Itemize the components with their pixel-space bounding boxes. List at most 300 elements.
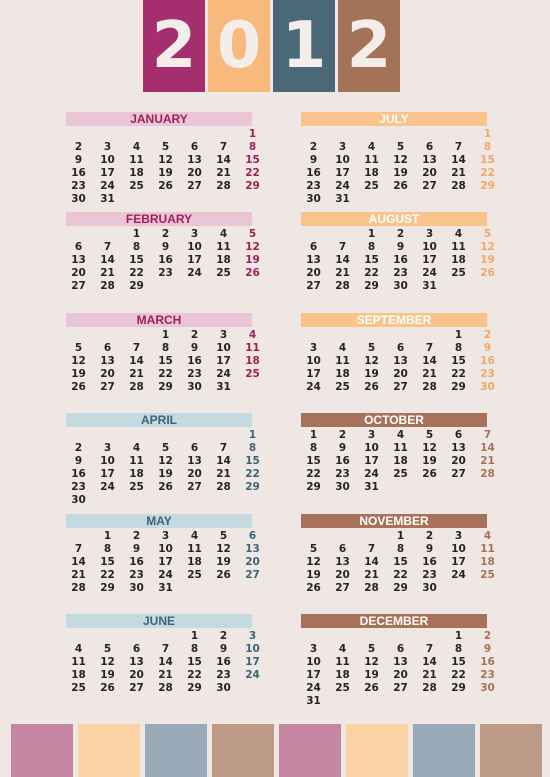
empty-cell bbox=[328, 228, 357, 241]
month-header: DECEMBER bbox=[301, 614, 487, 628]
day-cell: 3 bbox=[248, 629, 257, 642]
day-cell: 27 bbox=[187, 481, 202, 494]
day-cell: 12 bbox=[364, 655, 379, 668]
day-cell: 1 bbox=[248, 128, 257, 140]
day-cell: 27 bbox=[422, 180, 437, 192]
day-cell: 28 bbox=[216, 180, 231, 192]
day-cell: 31 bbox=[158, 581, 173, 594]
day-cell: 4 bbox=[219, 228, 228, 241]
empty-cell bbox=[299, 329, 328, 342]
day-cell: 27 bbox=[393, 681, 408, 694]
day-cell: 6 bbox=[74, 241, 83, 254]
day-cell: 25 bbox=[216, 267, 231, 280]
day-cell: 13 bbox=[129, 655, 144, 668]
day-cell: 4 bbox=[132, 141, 141, 153]
month-header: JUNE bbox=[66, 614, 252, 628]
day-cell: 12 bbox=[100, 655, 115, 668]
day-cell: 16 bbox=[335, 455, 350, 468]
day-cell: 15 bbox=[364, 254, 379, 267]
empty-cell bbox=[386, 329, 415, 342]
day-cell: 11 bbox=[71, 655, 86, 668]
day-cell: 4 bbox=[338, 341, 347, 354]
empty-cell bbox=[357, 530, 386, 543]
day-cell: 19 bbox=[364, 367, 379, 380]
day-cell: 14 bbox=[422, 354, 437, 367]
day-cell: 4 bbox=[396, 429, 405, 442]
day-grid bbox=[64, 128, 260, 206]
day-cell: 28 bbox=[216, 481, 231, 494]
day-cell: 31 bbox=[335, 193, 350, 205]
empty-cell bbox=[64, 429, 93, 442]
day-cell: 21 bbox=[422, 367, 437, 380]
day-cell: 6 bbox=[132, 642, 141, 655]
day-cell: 31 bbox=[422, 280, 437, 293]
empty-cell bbox=[64, 329, 93, 342]
day-cell: 16 bbox=[306, 167, 321, 179]
day-cell: 22 bbox=[306, 468, 321, 481]
empty-cell bbox=[444, 128, 473, 141]
day-cell: 21 bbox=[335, 267, 350, 280]
day-cell: 29 bbox=[129, 280, 144, 293]
day-cell: 7 bbox=[219, 442, 228, 455]
day-cell: 17 bbox=[422, 254, 437, 267]
day-cell: 20 bbox=[306, 267, 321, 280]
day-cell: 15 bbox=[245, 455, 260, 468]
month-july bbox=[299, 112, 495, 212]
empty-cell bbox=[93, 429, 122, 442]
empty-cell bbox=[357, 630, 386, 643]
month-march bbox=[64, 312, 260, 413]
day-cell: 2 bbox=[483, 629, 492, 642]
day-cell: 15 bbox=[393, 555, 408, 568]
day-cell: 14 bbox=[71, 555, 86, 568]
day-cell: 19 bbox=[245, 254, 260, 267]
day-cell: 1 bbox=[454, 629, 463, 642]
day-cell: 17 bbox=[451, 555, 466, 568]
day-cell: 25 bbox=[71, 681, 86, 694]
day-cell: 14 bbox=[480, 442, 495, 455]
day-cell: 18 bbox=[451, 254, 466, 267]
day-cell: 3 bbox=[103, 442, 112, 455]
empty-cell bbox=[209, 429, 238, 442]
month-january bbox=[64, 112, 260, 212]
day-cell: 27 bbox=[100, 380, 115, 393]
day-cell: 14 bbox=[158, 655, 173, 668]
day-cell: 20 bbox=[393, 668, 408, 681]
day-cell: 9 bbox=[396, 241, 405, 254]
empty-cell bbox=[180, 128, 209, 141]
day-cell: 20 bbox=[245, 555, 260, 568]
day-cell: 5 bbox=[309, 542, 318, 555]
month-august bbox=[299, 212, 495, 312]
empty-cell bbox=[64, 128, 93, 141]
day-cell: 1 bbox=[190, 629, 199, 642]
day-cell: 29 bbox=[451, 380, 466, 393]
day-cell: 9 bbox=[425, 542, 434, 555]
day-cell: 18 bbox=[393, 455, 408, 468]
month-header: SEPTEMBER bbox=[301, 313, 487, 327]
day-cell: 14 bbox=[335, 254, 350, 267]
day-cell: 22 bbox=[393, 568, 408, 581]
day-grid bbox=[64, 629, 260, 695]
day-cell: 15 bbox=[451, 655, 466, 668]
empty-cell bbox=[122, 329, 151, 342]
color-swatch bbox=[78, 724, 140, 777]
empty-cell bbox=[151, 630, 180, 643]
day-cell: 25 bbox=[245, 367, 260, 380]
day-cell: 11 bbox=[451, 241, 466, 254]
day-cell: 2 bbox=[396, 228, 405, 241]
empty-cell bbox=[328, 329, 357, 342]
day-cell: 21 bbox=[422, 668, 437, 681]
day-cell: 18 bbox=[216, 254, 231, 267]
day-cell: 20 bbox=[71, 267, 86, 280]
day-cell: 9 bbox=[309, 154, 318, 166]
day-cell: 22 bbox=[451, 367, 466, 380]
day-cell: 26 bbox=[158, 180, 173, 192]
day-cell: 1 bbox=[248, 429, 257, 442]
day-cell: 21 bbox=[216, 167, 231, 179]
day-cell: 7 bbox=[483, 429, 492, 442]
day-cell: 29 bbox=[480, 180, 495, 192]
day-cell: 21 bbox=[364, 568, 379, 581]
day-cell: 16 bbox=[393, 254, 408, 267]
empty-cell bbox=[93, 329, 122, 342]
day-cell: 18 bbox=[187, 555, 202, 568]
day-cell: 3 bbox=[103, 141, 112, 153]
day-cell: 30 bbox=[306, 193, 321, 205]
day-cell: 5 bbox=[161, 442, 170, 455]
day-cell: 23 bbox=[422, 568, 437, 581]
day-cell: 26 bbox=[422, 468, 437, 481]
day-cell: 12 bbox=[393, 154, 408, 166]
day-cell: 9 bbox=[74, 455, 83, 468]
day-cell: 18 bbox=[129, 468, 144, 481]
empty-cell bbox=[415, 128, 444, 141]
day-cell: 27 bbox=[335, 581, 350, 594]
day-cell: 13 bbox=[100, 354, 115, 367]
day-cell: 26 bbox=[364, 380, 379, 393]
day-cell: 8 bbox=[132, 241, 141, 254]
empty-cell bbox=[299, 530, 328, 543]
day-cell: 24 bbox=[158, 568, 173, 581]
day-cell: 19 bbox=[216, 555, 231, 568]
day-cell: 10 bbox=[158, 542, 173, 555]
month-june bbox=[64, 613, 260, 714]
day-cell: 13 bbox=[71, 254, 86, 267]
day-cell: 26 bbox=[100, 681, 115, 694]
day-cell: 7 bbox=[132, 341, 141, 354]
day-cell: 27 bbox=[187, 180, 202, 192]
day-cell: 27 bbox=[451, 468, 466, 481]
day-cell: 17 bbox=[158, 555, 173, 568]
day-cell: 1 bbox=[161, 328, 170, 341]
day-cell: 1 bbox=[309, 429, 318, 442]
day-cell: 15 bbox=[451, 354, 466, 367]
calendar-column-left bbox=[64, 112, 260, 714]
day-cell: 5 bbox=[396, 141, 405, 153]
day-cell: 30 bbox=[480, 380, 495, 393]
day-cell: 26 bbox=[393, 180, 408, 192]
day-cell: 6 bbox=[396, 341, 405, 354]
day-cell: 11 bbox=[187, 542, 202, 555]
day-cell: 24 bbox=[187, 267, 202, 280]
day-cell: 12 bbox=[480, 241, 495, 254]
day-cell: 19 bbox=[100, 668, 115, 681]
day-grid bbox=[299, 328, 495, 394]
month-header: JULY bbox=[301, 112, 487, 126]
day-cell: 4 bbox=[74, 642, 83, 655]
month-header: AUGUST bbox=[301, 212, 487, 226]
day-cell: 19 bbox=[306, 568, 321, 581]
day-cell: 6 bbox=[309, 241, 318, 254]
day-cell: 10 bbox=[216, 341, 231, 354]
day-cell: 3 bbox=[454, 529, 463, 542]
empty-cell bbox=[328, 128, 357, 141]
day-grid bbox=[64, 328, 260, 394]
empty-cell bbox=[93, 228, 122, 241]
day-cell: 10 bbox=[306, 354, 321, 367]
day-cell: 9 bbox=[132, 542, 141, 555]
day-cell: 19 bbox=[393, 167, 408, 179]
day-cell: 23 bbox=[480, 367, 495, 380]
day-cell: 5 bbox=[248, 228, 257, 241]
day-cell: 10 bbox=[245, 642, 260, 655]
day-cell: 24 bbox=[451, 568, 466, 581]
day-cell: 5 bbox=[367, 341, 376, 354]
day-cell: 16 bbox=[480, 655, 495, 668]
day-cell: 11 bbox=[335, 354, 350, 367]
day-cell: 10 bbox=[100, 154, 115, 166]
day-cell: 16 bbox=[216, 655, 231, 668]
day-cell: 8 bbox=[483, 141, 492, 153]
day-cell: 22 bbox=[100, 568, 115, 581]
day-cell: 22 bbox=[129, 267, 144, 280]
year-digit: 2 bbox=[338, 0, 400, 92]
day-cell: 2 bbox=[132, 529, 141, 542]
month-april bbox=[64, 413, 260, 513]
day-cell: 16 bbox=[187, 354, 202, 367]
day-cell: 8 bbox=[309, 442, 318, 455]
day-cell: 20 bbox=[187, 167, 202, 179]
day-cell: 12 bbox=[364, 354, 379, 367]
empty-cell bbox=[299, 228, 328, 241]
day-cell: 7 bbox=[338, 241, 347, 254]
day-cell: 30 bbox=[393, 280, 408, 293]
day-cell: 8 bbox=[454, 642, 463, 655]
day-cell: 17 bbox=[216, 354, 231, 367]
month-header: OCTOBER bbox=[301, 413, 487, 427]
day-cell: 16 bbox=[158, 254, 173, 267]
day-cell: 24 bbox=[364, 468, 379, 481]
day-cell: 14 bbox=[364, 555, 379, 568]
day-cell: 2 bbox=[425, 529, 434, 542]
day-cell: 20 bbox=[422, 167, 437, 179]
day-cell: 11 bbox=[480, 542, 495, 555]
day-cell: 12 bbox=[422, 442, 437, 455]
day-cell: 2 bbox=[338, 429, 347, 442]
day-cell: 21 bbox=[158, 668, 173, 681]
day-cell: 29 bbox=[306, 481, 321, 494]
day-cell: 5 bbox=[103, 642, 112, 655]
day-cell: 29 bbox=[245, 180, 260, 192]
day-grid bbox=[64, 529, 260, 595]
empty-cell bbox=[209, 128, 238, 141]
day-cell: 10 bbox=[451, 542, 466, 555]
day-cell: 26 bbox=[245, 267, 260, 280]
day-cell: 13 bbox=[187, 154, 202, 166]
day-cell: 17 bbox=[364, 455, 379, 468]
day-cell: 22 bbox=[245, 167, 260, 179]
day-cell: 21 bbox=[71, 568, 86, 581]
day-cell: 2 bbox=[74, 442, 83, 455]
month-september bbox=[299, 312, 495, 413]
day-cell: 2 bbox=[74, 141, 83, 153]
day-cell: 26 bbox=[158, 481, 173, 494]
day-grid bbox=[299, 228, 495, 293]
day-cell: 2 bbox=[190, 328, 199, 341]
day-cell: 22 bbox=[364, 267, 379, 280]
day-cell: 30 bbox=[216, 681, 231, 694]
day-cell: 13 bbox=[451, 442, 466, 455]
day-cell: 7 bbox=[425, 341, 434, 354]
day-cell: 1 bbox=[367, 228, 376, 241]
day-cell: 9 bbox=[483, 341, 492, 354]
day-cell: 15 bbox=[306, 455, 321, 468]
day-cell: 20 bbox=[451, 455, 466, 468]
day-cell: 11 bbox=[129, 154, 144, 166]
day-cell: 6 bbox=[103, 341, 112, 354]
empty-cell bbox=[386, 630, 415, 643]
day-cell: 25 bbox=[335, 380, 350, 393]
day-cell: 17 bbox=[306, 367, 321, 380]
month-may bbox=[64, 513, 260, 614]
day-cell: 28 bbox=[71, 581, 86, 594]
color-swatch bbox=[212, 724, 274, 777]
month-header: MAY bbox=[66, 514, 252, 528]
day-cell: 27 bbox=[393, 380, 408, 393]
empty-cell bbox=[64, 228, 93, 241]
day-cell: 25 bbox=[187, 568, 202, 581]
day-grid bbox=[299, 429, 495, 494]
day-cell: 11 bbox=[129, 455, 144, 468]
day-grid bbox=[64, 429, 260, 507]
day-cell: 3 bbox=[219, 328, 228, 341]
day-cell: 8 bbox=[396, 542, 405, 555]
day-cell: 25 bbox=[451, 267, 466, 280]
day-cell: 30 bbox=[71, 193, 86, 205]
day-cell: 6 bbox=[338, 542, 347, 555]
empty-cell bbox=[122, 630, 151, 643]
day-cell: 22 bbox=[245, 468, 260, 481]
day-cell: 24 bbox=[306, 380, 321, 393]
day-cell: 18 bbox=[335, 367, 350, 380]
day-cell: 12 bbox=[216, 542, 231, 555]
day-cell: 21 bbox=[451, 167, 466, 179]
day-cell: 7 bbox=[425, 642, 434, 655]
day-cell: 28 bbox=[158, 681, 173, 694]
empty-cell bbox=[415, 329, 444, 342]
day-cell: 23 bbox=[129, 568, 144, 581]
day-cell: 19 bbox=[71, 367, 86, 380]
day-cell: 6 bbox=[248, 529, 257, 542]
day-cell: 22 bbox=[480, 167, 495, 179]
day-cell: 5 bbox=[367, 642, 376, 655]
day-cell: 14 bbox=[100, 254, 115, 267]
day-cell: 30 bbox=[187, 380, 202, 393]
day-grid bbox=[64, 228, 260, 293]
day-cell: 10 bbox=[187, 241, 202, 254]
day-cell: 17 bbox=[100, 167, 115, 179]
day-grid bbox=[299, 529, 495, 595]
day-cell: 26 bbox=[71, 380, 86, 393]
day-cell: 11 bbox=[216, 241, 231, 254]
day-cell: 29 bbox=[393, 581, 408, 594]
color-swatch bbox=[346, 724, 408, 777]
day-cell: 28 bbox=[480, 468, 495, 481]
empty-cell bbox=[357, 128, 386, 141]
day-cell: 26 bbox=[216, 568, 231, 581]
day-cell: 7 bbox=[219, 141, 228, 153]
day-cell: 7 bbox=[161, 642, 170, 655]
day-cell: 8 bbox=[367, 241, 376, 254]
day-cell: 30 bbox=[335, 481, 350, 494]
day-cell: 13 bbox=[335, 555, 350, 568]
day-cell: 24 bbox=[245, 668, 260, 681]
day-cell: 8 bbox=[161, 341, 170, 354]
day-cell: 29 bbox=[158, 380, 173, 393]
day-cell: 8 bbox=[190, 642, 199, 655]
day-cell: 9 bbox=[190, 341, 199, 354]
day-cell: 6 bbox=[190, 442, 199, 455]
day-cell: 9 bbox=[483, 642, 492, 655]
day-cell: 13 bbox=[393, 655, 408, 668]
day-cell: 23 bbox=[71, 180, 86, 192]
day-cell: 6 bbox=[425, 141, 434, 153]
day-cell: 4 bbox=[483, 529, 492, 542]
color-swatch bbox=[413, 724, 475, 777]
day-cell: 20 bbox=[100, 367, 115, 380]
day-cell: 13 bbox=[306, 254, 321, 267]
day-cell: 15 bbox=[480, 154, 495, 166]
day-cell: 26 bbox=[364, 681, 379, 694]
day-cell: 9 bbox=[161, 241, 170, 254]
day-cell: 16 bbox=[480, 354, 495, 367]
day-cell: 5 bbox=[74, 341, 83, 354]
calendar-column-right bbox=[299, 112, 495, 714]
day-cell: 2 bbox=[483, 328, 492, 341]
day-cell: 2 bbox=[219, 629, 228, 642]
empty-cell bbox=[122, 429, 151, 442]
day-cell: 3 bbox=[190, 228, 199, 241]
day-cell: 19 bbox=[422, 455, 437, 468]
day-cell: 12 bbox=[245, 241, 260, 254]
day-cell: 18 bbox=[335, 668, 350, 681]
day-cell: 5 bbox=[425, 429, 434, 442]
day-cell: 27 bbox=[71, 280, 86, 293]
day-cell: 28 bbox=[364, 581, 379, 594]
day-cell: 24 bbox=[335, 180, 350, 192]
color-swatch bbox=[480, 724, 542, 777]
day-cell: 10 bbox=[422, 241, 437, 254]
day-cell: 22 bbox=[187, 668, 202, 681]
day-cell: 6 bbox=[190, 141, 199, 153]
day-cell: 12 bbox=[158, 154, 173, 166]
day-cell: 15 bbox=[245, 154, 260, 166]
day-cell: 29 bbox=[451, 681, 466, 694]
day-cell: 12 bbox=[306, 555, 321, 568]
day-cell: 23 bbox=[480, 668, 495, 681]
